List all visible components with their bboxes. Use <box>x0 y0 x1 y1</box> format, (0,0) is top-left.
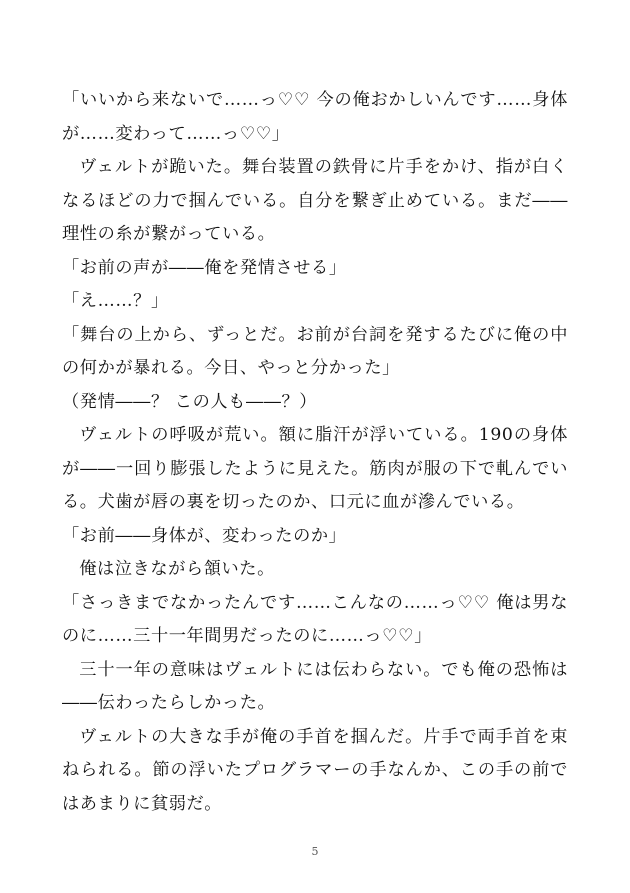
paragraph-dialogue-6: 「さっきまでなかったんです……こんなの……っ♡♡ 俺は男なのに……三十一年間男だったのに……っ♡♡」 <box>62 592 568 646</box>
paragraph-narration-3: 俺は泣きながら頷いた。 <box>79 559 275 579</box>
paragraph-dialogue-1: 「いいから来ないで……っ♡♡ 今の俺おかしいんです……身体が……変わって……っ♡♡」 <box>62 90 568 144</box>
paragraph-narration-1: ヴェルトが跪いた。舞台装置の鉄骨に片手をかけ、指が白くなるほどの力で掴んでいる。自分を繋ぎ止めている。まだ――理性の糸が繋がっている。 <box>62 157 568 244</box>
novel-page-body <box>62 84 568 821</box>
page-number: 5 <box>311 845 319 858</box>
paragraph-dialogue-2: 「お前の声が――俺を発情させる」 <box>62 257 347 278</box>
paragraph-dialogue-3: 「え……？」 <box>62 291 169 311</box>
paragraph-inner-thought: （発情――？ この人も――？） <box>62 391 318 412</box>
paragraph-narration-5: ヴェルトの大きな手が俺の手首を掴んだ。片手で両手首を束ねられる。節の浮いたプログラマーの手なんか、この手の前ではあまりに貧弱だ。 <box>62 726 568 814</box>
paragraph-narration-2: ヴェルトの呼吸が荒い。額に脂汗が浮いている。190の身体が――一回り膨張したように見えた。筋肉が服の下で軋んでいる。犬歯が唇の裏を切ったのか、口元に血が滲んでいる。 <box>62 425 568 512</box>
paragraph-dialogue-5: 「お前――身体が、変わったのか」 <box>62 525 347 546</box>
paragraph-narration-4: 三十一年の意味はヴェルトには伝わらない。でも俺の恐怖は――伝わったらしかった。 <box>62 659 568 713</box>
paragraph-dialogue-4: 「舞台の上から、ずっとだ。お前が台詞を発するたびに俺の中の何かが暴れる。今日、やっと分かった」 <box>62 324 568 378</box>
